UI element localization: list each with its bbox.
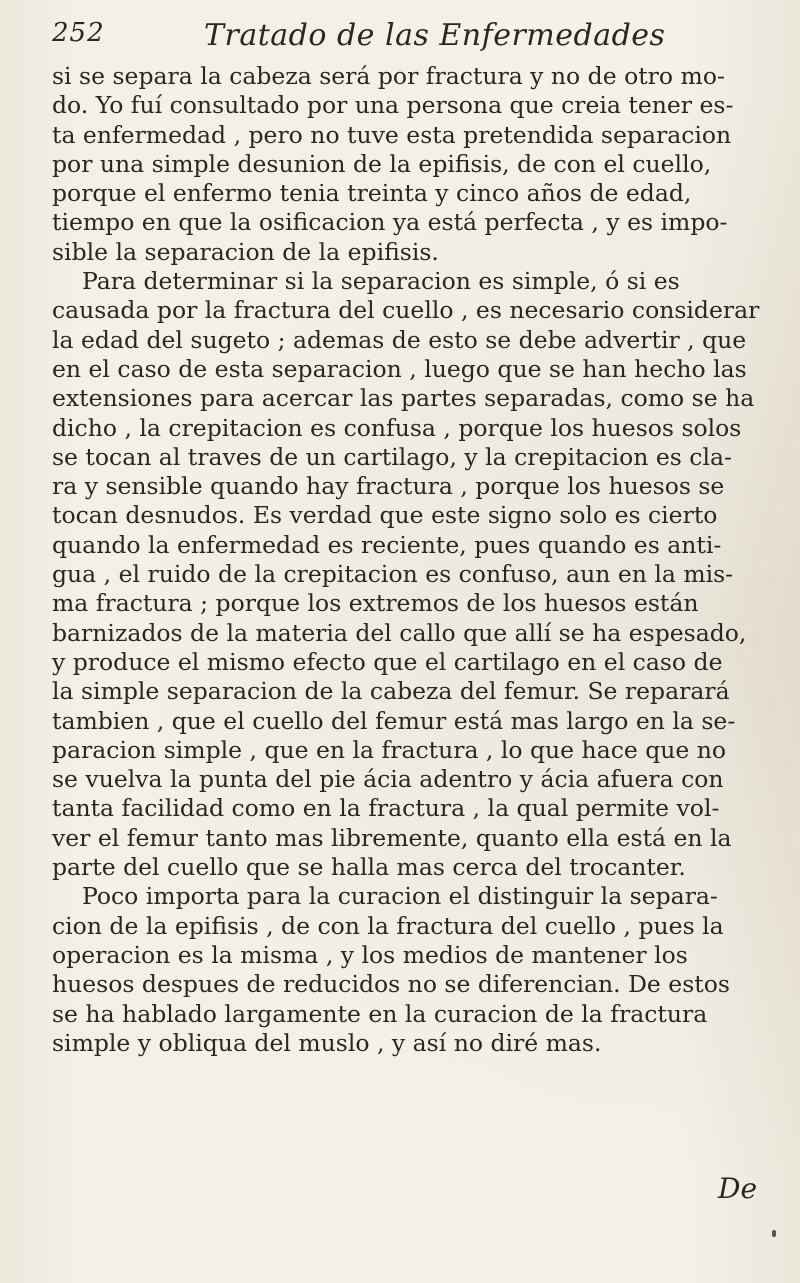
- text-line: tiempo en que la osificacion ya está perfecta , y es impo-: [52, 208, 728, 237]
- text-line: por una simple desunion de la epifisis, de con el cuello,: [52, 149, 712, 178]
- text-line: quando la enfermedad es reciente, pues quando es anti-: [52, 530, 722, 559]
- text-line: tocan desnudos. Es verdad que este signo solo es cierto: [52, 501, 718, 530]
- catchword: De: [718, 1172, 758, 1205]
- text-line: huesos despues de reducidos no se diferencian. De estos: [52, 970, 730, 999]
- text-line: cion de la epifisis , de con la fractura del cuello , pues la: [52, 911, 724, 940]
- text-line: ra y sensible quando hay fractura , porque los huesos se: [52, 472, 725, 501]
- text-line: si se separa la cabeza será por fractura y no de otro mo-: [52, 62, 725, 90]
- text-line: do. Yo fuí consultado por una persona que creia tener es-: [52, 91, 734, 120]
- text-line: la edad del sugeto ; ademas de esto se debe advertir , que: [52, 325, 747, 354]
- text-line: ver el femur tanto mas libremente, quanto ella está en la: [52, 823, 732, 852]
- text-line: tanta facilidad como en la fractura , la qual permite vol-: [52, 794, 720, 823]
- text-line: se tocan al traves de un cartilago, y la crepitacion es cla-: [52, 442, 732, 471]
- text-line: paracion simple , que en la fractura , lo que hace que no: [52, 735, 727, 764]
- text-line: sible la separacion de la epifisis.: [52, 237, 439, 266]
- text-line: causada por la fractura del cuello , es necesario considerar: [52, 296, 760, 325]
- text-line: operacion es la misma , y los medios de mantener los: [52, 940, 688, 969]
- text-line: simple y obliqua del muslo , y así no diré mas.: [52, 1028, 602, 1057]
- text-line: gua , el ruido de la crepitacion es confuso, aun en la mis-: [52, 560, 734, 589]
- running-title: Tratado de las Enfermedades: [204, 18, 666, 53]
- text-line: barnizados de la materia del callo que allí se ha espesado,: [52, 618, 747, 647]
- text-line: la simple separacion de la cabeza del femur. Se reparará: [52, 677, 730, 706]
- page-number: 252: [52, 18, 105, 48]
- text-line: ta enfermedad , pero no tuve esta pretendida separacion: [52, 120, 732, 149]
- body-text: [52, 62, 767, 1058]
- text-line: se vuelva la punta del pie ácia adentro y ácia afuera con: [52, 765, 724, 794]
- text-line: en el caso de esta separacion , luego que se han hecho las: [52, 354, 747, 383]
- text-line: ma fractura ; porque los extremos de los huesos están: [52, 589, 699, 618]
- text-line: se ha hablado largamente en la curacion de la fractura: [52, 999, 708, 1028]
- paragraph-start-line: Poco importa para la curacion el distinguir la separa-: [82, 882, 718, 911]
- text-line: porque el enfermo tenia treinta y cinco años de edad,: [52, 179, 692, 208]
- text-line: extensiones para acercar las partes separadas, como se ha: [52, 384, 755, 413]
- text-line: dicho , la crepitacion es confusa , porque los huesos solos: [52, 413, 742, 442]
- text-line: parte del cuello que se halla mas cerca del trocanter.: [52, 853, 686, 882]
- ink-mark: [772, 1230, 776, 1237]
- text-line: tambien , que el cuello del femur está mas largo en la se-: [52, 706, 736, 735]
- text-line: y produce el mismo efecto que el cartilago en el caso de: [52, 647, 723, 676]
- page-header: [52, 18, 752, 68]
- paragraph-start-line: Para determinar si la separacion es simple, ó si es: [82, 267, 680, 296]
